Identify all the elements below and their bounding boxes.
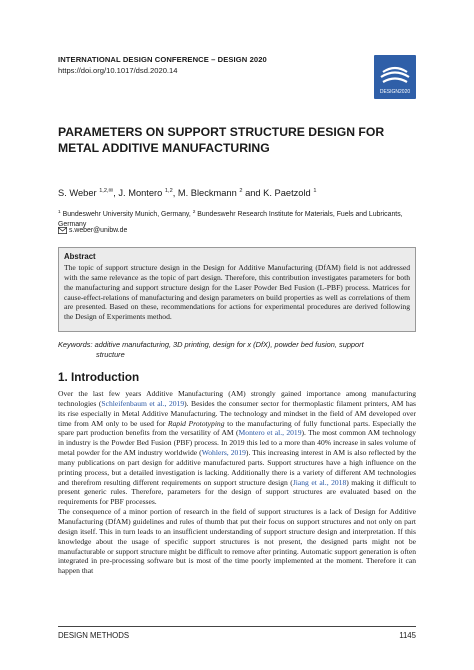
keywords [58,340,416,359]
body-text [58,389,416,576]
emphasis-text: Rapid Prototyping [167,418,225,428]
email-address[interactable]: s.weber@unibw.de [69,227,128,234]
paragraph-2: The consequence of a minor portion of research in the field of support structures is a lack of Design for Additive Manufacturing (DfAM) guidelines and rules of thumb that put their focus on support structures and not only on part design itself. This in turn leads to an insufficient understanding of support structure design and interpretation. If this knowledge about the usage of specific support structures is not present, the designed parts might not be manufacturable or support structure might be difficult to remove after printing. Automatic support generation is often integrated in pre-processing software but is most of the time poorly implemented at the moment. Therefore it can happen that [58,507,416,576]
author-name: M. Bleckmann [177,188,237,198]
paragraph-1 [58,389,416,507]
affiliation-2: Bundeswehr Research Institute for Materials, Fuels and Lubricants, Germany [58,211,403,228]
logo-arcs-icon [374,55,416,99]
abstract-text: The topic of support structure design in the Design for Additive Manufacturing (DfAM) field is not addressed with the same relevance as the topic of part design. Therefore, this contribution investigates parameters for both the manufacturing and support structure design for the Laser Powder Bed Fusion (L-PBF) process. Matrices for cause-effect-relations of manufacturing and design parameters on build properties as well as correlations of them are presented. Based on these, recommendations for actions for experimental procedures are derived following the Design of Experiments method. [64,263,410,322]
affiliation-number: 2 [192,210,196,215]
affiliation-number: 1 [58,210,61,215]
author-name: S. Weber [58,188,97,198]
author-affiliation-marker: 1,2 [164,188,173,194]
affiliations [58,208,428,229]
author-name: K. Paetzold [263,188,311,198]
author-list: S. Weber $^{1,2,✉}$, J. Montero $^{1,2}$, M. Bleckmann $^2$ and K. Paetzold $^1$ [58,188,317,198]
citation-link[interactable]: Jiang et al., 2018 [292,477,347,487]
keywords-line-2: structure [96,349,125,359]
footer-section-label: DESIGN METHODS [58,631,130,640]
citation-link[interactable]: Wohlers, 2019 [201,448,246,458]
author-name: J. Montero [118,188,163,198]
affiliation-1: Bundeswehr University Munich, Germany, [62,211,191,218]
abstract-heading: Abstract [64,252,96,261]
section-title: Introduction [71,371,140,384]
author-affiliation-marker: 1,2,✉ [99,188,114,194]
section-number: 1. [58,371,68,384]
citation-link[interactable]: Montero et al., 2019 [238,428,302,438]
footer-divider [58,626,416,627]
text-run: to the manufacturing of fully functional parts. Especially the spare part production benefits from the versatility of AM ( [58,418,416,438]
page-number: 1145 [399,631,416,640]
section-heading [58,371,139,384]
conference-header [58,55,358,75]
author-affiliation-marker: 2 [239,188,243,194]
design-conference-logo [374,55,416,99]
conference-name: INTERNATIONAL DESIGN CONFERENCE – DESIGN 2020 [58,55,267,64]
author-affiliation-marker: 1 [313,188,317,194]
text-run: ). The most common AM technology in industry is the Powder Bed Fusion (PBF) process. In 2019 this led to a more than 40% increase in sales volume of metal powder for the AM industry worldwide ( [58,428,416,458]
logo-text: DESIGN2020 [379,89,411,95]
envelope-icon [58,227,67,234]
paper-title: PARAMETERS ON SUPPORT STRUCTURE DESIGN FOR METAL ADDITIVE MANUFACTURING [58,125,385,155]
text-run: ). This increasing interest in AM is also reflected by the many publications on part design for additive manufactured parts. Support structures have a high influence on the printing process, but a detailed investigation is lacking. Additionally there is a variety of different AM technologies and therefrom resulting different requirements on support structure design ( [58,448,416,487]
text-run: ) making it difficult to present generic rules. Therefore, parameters for the design of support structures are evaluated based on the requirements for PBF processes. [58,477,416,507]
keywords-label: Keywords: [58,340,93,349]
text-run: Over the last few years Additive Manufacturing (AM) strongly gained importance among manufacturing technologies ( [58,389,416,408]
text-run: ). Besides the consumer sector for thermoplastic filament printers, AM has its rise especially in Metal Additive Manufacturing. The technology and mindset in the field of AM developed over time from AM only to be used for [58,398,416,428]
keywords-line-1: additive manufacturing, 3D printing, design for x (DfX), powder bed fusion, support [94,340,364,349]
abstract-box [58,247,416,332]
doi-link[interactable]: https://doi.org/10.1017/dsd.2020.14 [58,66,178,75]
corresponding-email [58,227,127,234]
citation-link[interactable]: Schleifenbaum et al., 2019 [101,398,185,408]
